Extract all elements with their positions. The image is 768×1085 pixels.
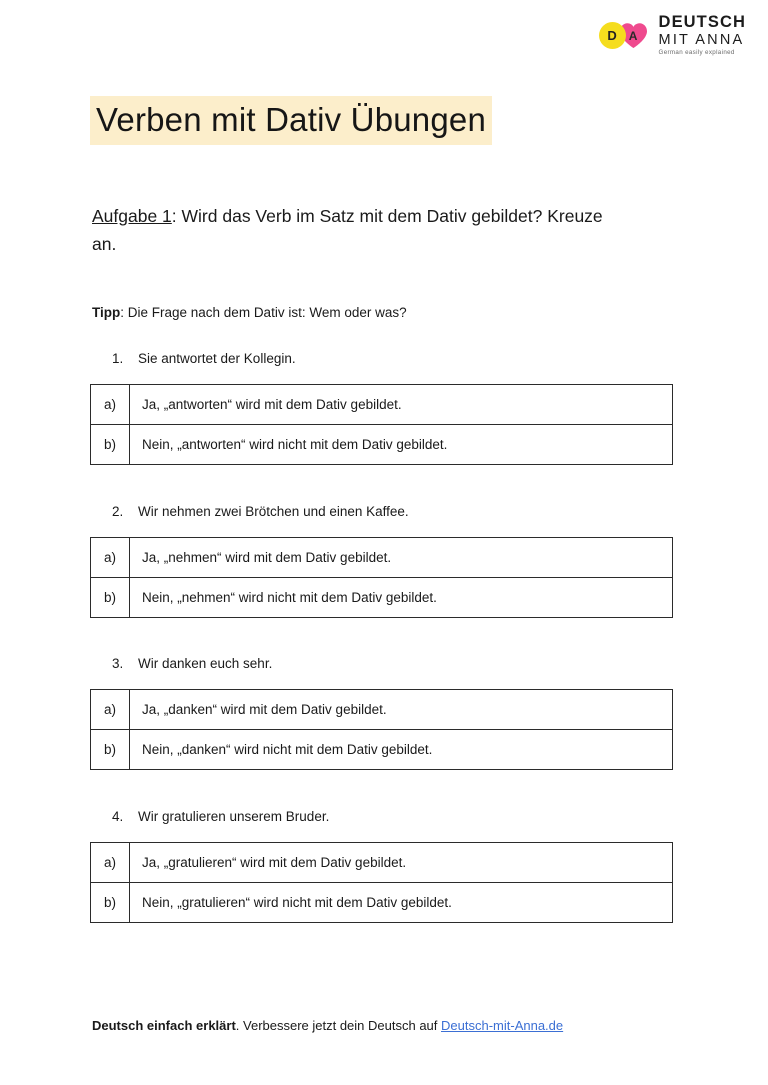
task-instruction-text: : Wird das Verb im Satz mit dem Dativ gebildet? Kreuze an. [92,206,603,255]
footer-website-link[interactable]: Deutsch-mit-Anna.de [441,1018,564,1033]
question-sentence: Wir nehmen zwei Brötchen und einen Kaffee. [138,504,409,519]
question-sentence: Wir gratulieren unserem Bruder. [138,809,330,824]
table-row[interactable] [91,425,673,465]
question-block [0,656,768,770]
option-label: a) [91,385,130,425]
option-label: b) [91,425,130,465]
logo-tagline: German easily explained [658,49,735,56]
question-sentence-row [112,504,768,519]
option-text[interactable]: Ja, „antworten“ wird mit dem Dativ gebildet. [130,385,673,425]
option-text[interactable]: Ja, „nehmen“ wird mit dem Dativ gebildet. [130,538,673,578]
table-row[interactable] [91,690,673,730]
table-row[interactable] [91,538,673,578]
question-number: 2. [112,504,124,519]
option-text[interactable]: Nein, „antworten“ wird nicht mit dem Dativ gebildet. [130,425,673,465]
option-text[interactable]: Nein, „gratulieren“ wird nicht mit dem Dativ gebildet. [130,883,673,923]
option-text[interactable]: Nein, „danken“ wird nicht mit dem Dativ gebildet. [130,730,673,770]
question-sentence-row [112,809,768,824]
answer-table [90,537,673,618]
logo-circle-d: D [599,22,626,49]
tip-text: : Die Frage nach dem Dativ ist: Wem oder was? [120,305,407,320]
page-title-wrap [90,96,492,145]
logo-heart-a: A [628,29,638,44]
option-text[interactable]: Ja, „gratulieren“ wird mit dem Dativ gebildet. [130,843,673,883]
page-title: Verben mit Dativ Übungen [90,96,492,145]
brand-logo [599,14,746,56]
answer-table [90,689,673,770]
table-row[interactable] [91,843,673,883]
question-number: 4. [112,809,124,824]
logo-marks [599,18,651,52]
option-label: a) [91,843,130,883]
answer-table [90,384,673,465]
footer-text: . Verbessere jetzt dein Deutsch auf [235,1018,442,1033]
table-row[interactable] [91,385,673,425]
footer-bold-text: Deutsch einfach erklärt [92,1018,236,1033]
option-label: b) [91,883,130,923]
table-row[interactable] [91,883,673,923]
task-instruction [92,202,612,259]
question-number: 1. [112,351,124,366]
answer-table [90,842,673,923]
option-label: a) [91,538,130,578]
question-number: 3. [112,656,124,671]
question-block [0,504,768,618]
question-sentence: Wir danken euch sehr. [138,656,273,671]
page-footer [92,1018,563,1033]
option-label: b) [91,578,130,618]
option-label: b) [91,730,130,770]
option-label: a) [91,690,130,730]
table-row[interactable] [91,730,673,770]
question-sentence: Sie antwortet der Kollegin. [138,351,296,366]
option-text[interactable]: Ja, „danken“ wird mit dem Dativ gebildet. [130,690,673,730]
logo-wordmark [659,14,746,56]
question-block [0,809,768,923]
option-text[interactable]: Nein, „nehmen“ wird nicht mit dem Dativ gebildet. [130,578,673,618]
table-row[interactable] [91,578,673,618]
tip-line [92,305,407,320]
question-sentence-row [112,351,768,366]
logo-line-1: DEUTSCH [658,13,746,31]
task-label: Aufgabe 1 [92,206,172,226]
logo-line-2: MIT ANNA [658,31,745,48]
question-sentence-row [112,656,768,671]
question-block [0,351,768,465]
tip-label: Tipp [92,305,121,320]
